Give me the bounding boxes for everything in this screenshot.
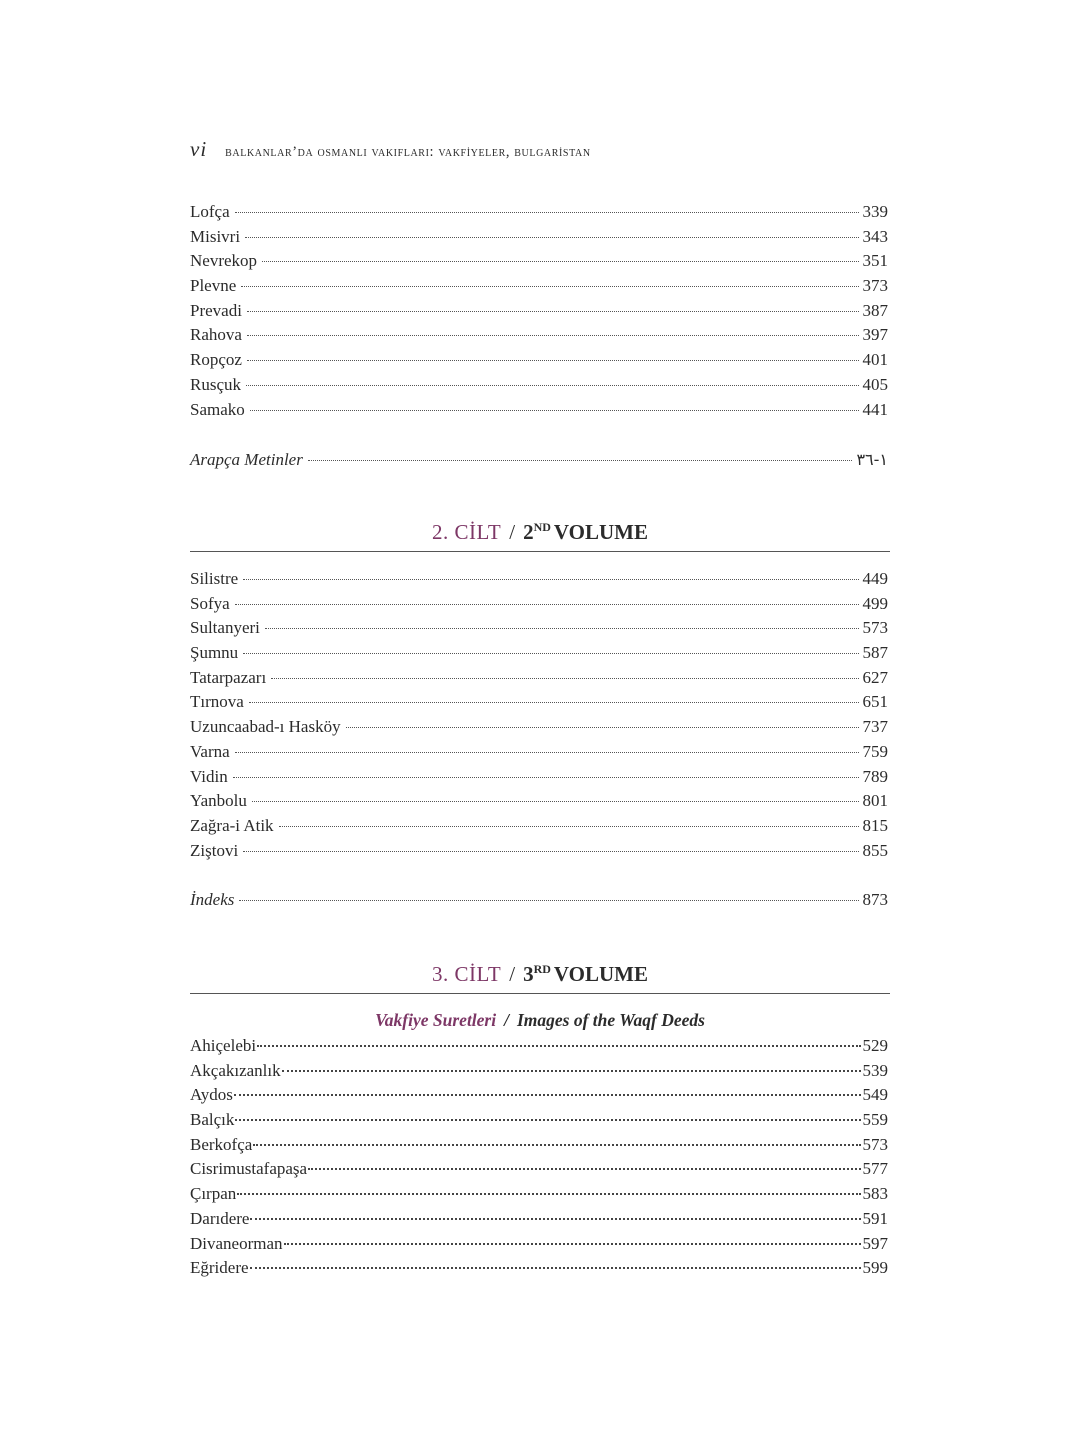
- dot-leader: [271, 678, 858, 679]
- toc-entry-page: 449: [862, 569, 888, 588]
- dot-leader: [253, 1144, 860, 1146]
- dot-leader: [279, 826, 859, 827]
- dot-leader: [252, 801, 859, 802]
- volume-heading-tr: 3. CİLT: [431, 962, 502, 986]
- toc-entry-page: 855: [862, 840, 888, 860]
- dot-leader: [257, 1045, 860, 1047]
- dot-leader: [247, 360, 859, 361]
- toc-entry-page: 387: [862, 300, 888, 320]
- toc-entry-label: Prevadi: [190, 300, 242, 320]
- dot-leader: [233, 777, 859, 778]
- toc-entry-label: Çırpan: [190, 1184, 237, 1204]
- toc-entry-label: Tatarpazarı: [190, 667, 267, 687]
- dot-leader: [241, 286, 858, 287]
- heading-separator: /: [509, 962, 516, 986]
- volume3-heading: [190, 962, 890, 994]
- dot-leader: [282, 1070, 861, 1072]
- running-title: balkanlar’da osmanli vakiflari: vakfi̇yeler, bulgari̇stan: [225, 144, 591, 160]
- dot-leader: [245, 237, 858, 238]
- toc-entry-page: 405: [862, 374, 888, 394]
- toc-entry-label: Darıdere: [190, 1208, 250, 1228]
- toc-entry-page: 789: [862, 766, 888, 786]
- toc-entry-label: Akçakızanlık: [190, 1060, 281, 1080]
- toc-entry[interactable]: [190, 373, 888, 398]
- toc-entry-label: Uzuncaabad-ı Hasköy: [190, 717, 341, 737]
- toc-entry[interactable]: [190, 1207, 888, 1232]
- toc-entry-page: 499: [862, 593, 888, 613]
- toc-entry[interactable]: [190, 765, 888, 790]
- toc-entry-label: Plevne: [190, 276, 237, 296]
- volume-heading-tr: 2. CİLT: [431, 520, 502, 544]
- toc-entry-label: Nevrekop: [190, 251, 258, 271]
- toc-entry-label: Misivri: [190, 226, 241, 246]
- toc-entry-page: 597: [862, 1233, 888, 1253]
- toc-entry-page: 651: [862, 692, 888, 712]
- toc-entry-label: Ahiçelebi: [190, 1036, 257, 1055]
- toc-entry-page: 397: [862, 325, 888, 345]
- volume3-subsection-heading: [190, 1010, 890, 1031]
- subsection-title-tr: Vakfiye Suretleri: [375, 1010, 497, 1030]
- heading-separator: /: [509, 520, 516, 544]
- toc-entry-page: 549: [862, 1085, 888, 1105]
- dot-leader: [243, 653, 858, 654]
- toc-entry[interactable]: [190, 666, 888, 691]
- dot-leader: [284, 1243, 861, 1245]
- toc-entry-label: Berkofça: [190, 1134, 253, 1154]
- toc-entry[interactable]: [190, 715, 888, 740]
- toc-entry[interactable]: [190, 740, 888, 765]
- toc-entry-page: 801: [862, 791, 888, 811]
- toc-entry[interactable]: [190, 789, 888, 814]
- toc-entry-label: Eğridere: [190, 1258, 249, 1278]
- toc-entry[interactable]: [190, 1157, 888, 1182]
- dot-leader: [308, 460, 853, 461]
- toc-entry[interactable]: [190, 1256, 888, 1281]
- toc-entry-label: Arapça Metinler: [190, 450, 303, 469]
- toc-entry-label: Şumnu: [190, 643, 239, 663]
- page-number: vi: [190, 137, 208, 161]
- volume-heading-en: [523, 520, 648, 544]
- toc-entry[interactable]: [190, 616, 888, 641]
- toc-entry-page: 815: [862, 815, 888, 835]
- toc-entry-label: Ziştovi: [190, 840, 239, 860]
- toc-entry-label: Divaneorman: [190, 1233, 283, 1253]
- toc-entry-page: 401: [862, 350, 888, 370]
- dot-leader: [249, 702, 859, 703]
- volume-word: VOLUME: [553, 520, 648, 544]
- dot-leader: [247, 335, 859, 336]
- toc-entry-page: 587: [862, 643, 888, 663]
- dot-leader: [308, 1168, 860, 1170]
- toc-entry[interactable]: [190, 249, 888, 274]
- toc-entry[interactable]: [190, 641, 888, 666]
- dot-leader: [243, 579, 858, 580]
- toc-entry-page: 599: [862, 1258, 888, 1278]
- toc-entry-page: 539: [862, 1060, 888, 1080]
- dot-leader: [235, 1119, 860, 1121]
- toc-entry-page: 373: [862, 276, 888, 296]
- toc-entry-page: 591: [862, 1208, 888, 1228]
- toc-entry[interactable]: [190, 200, 888, 225]
- toc-entry[interactable]: [190, 592, 888, 617]
- toc-entry-page: 737: [862, 717, 888, 737]
- toc-entry-label: Rahova: [190, 325, 242, 345]
- dot-leader: [346, 727, 859, 728]
- volume-ordinal-number: 2: [523, 520, 534, 544]
- dot-leader: [243, 851, 858, 852]
- dot-leader: [250, 1218, 860, 1220]
- toc-entry-page: 573: [862, 618, 888, 638]
- toc-entry[interactable]: [190, 1133, 888, 1158]
- volume-ordinal-suffix: ND: [533, 520, 551, 534]
- toc-entry[interactable]: [190, 1034, 888, 1059]
- running-header: [190, 137, 890, 165]
- dot-leader: [235, 604, 859, 605]
- volume-word: VOLUME: [553, 962, 648, 986]
- toc-entry-label: Sultanyeri: [190, 618, 260, 638]
- volume-ordinal-number: 3: [523, 962, 534, 986]
- toc-entry[interactable]: [190, 398, 888, 423]
- toc-entry-label: Zağra-i Atik: [190, 815, 274, 835]
- toc-entry-label: Yanbolu: [190, 791, 247, 811]
- dot-leader: [262, 261, 858, 262]
- subsection-title-en: Images of the Waqf Deeds: [516, 1010, 705, 1030]
- toc-entry-label: Silistre: [190, 569, 239, 588]
- toc-entry[interactable]: [190, 299, 888, 324]
- toc-entry-label: Vidin: [190, 766, 228, 786]
- volume3-toc: [190, 1034, 888, 1281]
- toc-entry-page: 759: [862, 741, 888, 761]
- index-entry-block: [190, 888, 888, 913]
- toc-entry[interactable]: [190, 1232, 888, 1257]
- toc-entry-label: Samako: [190, 399, 245, 419]
- volume1-toc: [190, 200, 888, 422]
- toc-entry[interactable]: [190, 1108, 888, 1133]
- toc-entry[interactable]: [190, 225, 888, 250]
- toc-entry-label: Ropçoz: [190, 350, 242, 370]
- toc-entry[interactable]: [190, 274, 888, 299]
- toc-entry-label: Lofça: [190, 202, 230, 221]
- toc-entry-label: Sofya: [190, 593, 230, 613]
- toc-entry-index[interactable]: [190, 888, 888, 913]
- dot-leader: [247, 311, 859, 312]
- toc-entry[interactable]: [190, 1182, 888, 1207]
- toc-entry-page: 573: [862, 1134, 888, 1154]
- toc-entry-page: 441: [862, 399, 888, 419]
- dot-leader: [239, 900, 858, 901]
- dot-leader: [246, 385, 859, 386]
- dot-leader: [235, 212, 859, 213]
- toc-entry[interactable]: [190, 814, 888, 839]
- toc-entry[interactable]: [190, 348, 888, 373]
- toc-entry-label: Balçık: [190, 1110, 235, 1130]
- dot-leader: [237, 1193, 860, 1195]
- volume-heading-en: [523, 962, 648, 986]
- toc-entry[interactable]: [190, 323, 888, 348]
- toc-entry-label: Aydos: [190, 1085, 233, 1105]
- toc-entry-page: 577: [862, 1159, 888, 1179]
- toc-entry[interactable]: [190, 1059, 888, 1084]
- toc-entry-page: 873: [862, 890, 888, 909]
- arabic-texts-entry-block: [190, 448, 888, 473]
- toc-entry-page: 627: [862, 667, 888, 687]
- toc-entry-page: 583: [862, 1184, 888, 1204]
- heading-separator: /: [504, 1010, 509, 1030]
- toc-entry-page: 529: [862, 1036, 888, 1055]
- dot-leader: [234, 1094, 861, 1096]
- toc-entry-page: 343: [862, 226, 888, 246]
- toc-entry[interactable]: [190, 839, 888, 864]
- dot-leader: [235, 752, 859, 753]
- dot-leader: [265, 628, 859, 629]
- toc-entry-page: 339: [862, 202, 888, 221]
- toc-entry-label: İndeks: [190, 890, 235, 909]
- toc-entry-page: 351: [862, 251, 888, 271]
- volume2-toc: [190, 567, 888, 863]
- toc-entry-label: Tırnova: [190, 692, 244, 712]
- toc-entry-label: Cisrimustafapaşa: [190, 1159, 308, 1179]
- toc-entry-page: 559: [862, 1110, 888, 1130]
- toc-entry-page: ١-٣٦: [856, 450, 888, 469]
- toc-entry[interactable]: [190, 690, 888, 715]
- toc-entry-label: Rusçuk: [190, 374, 241, 394]
- toc-entry-arabic-texts[interactable]: [190, 448, 888, 473]
- toc-entry-label: Varna: [190, 741, 230, 761]
- dot-leader: [250, 1267, 861, 1269]
- volume-ordinal-suffix: RD: [533, 962, 551, 976]
- toc-entry[interactable]: [190, 1083, 888, 1108]
- toc-entry[interactable]: [190, 567, 888, 592]
- volume2-heading: [190, 520, 890, 552]
- dot-leader: [250, 410, 859, 411]
